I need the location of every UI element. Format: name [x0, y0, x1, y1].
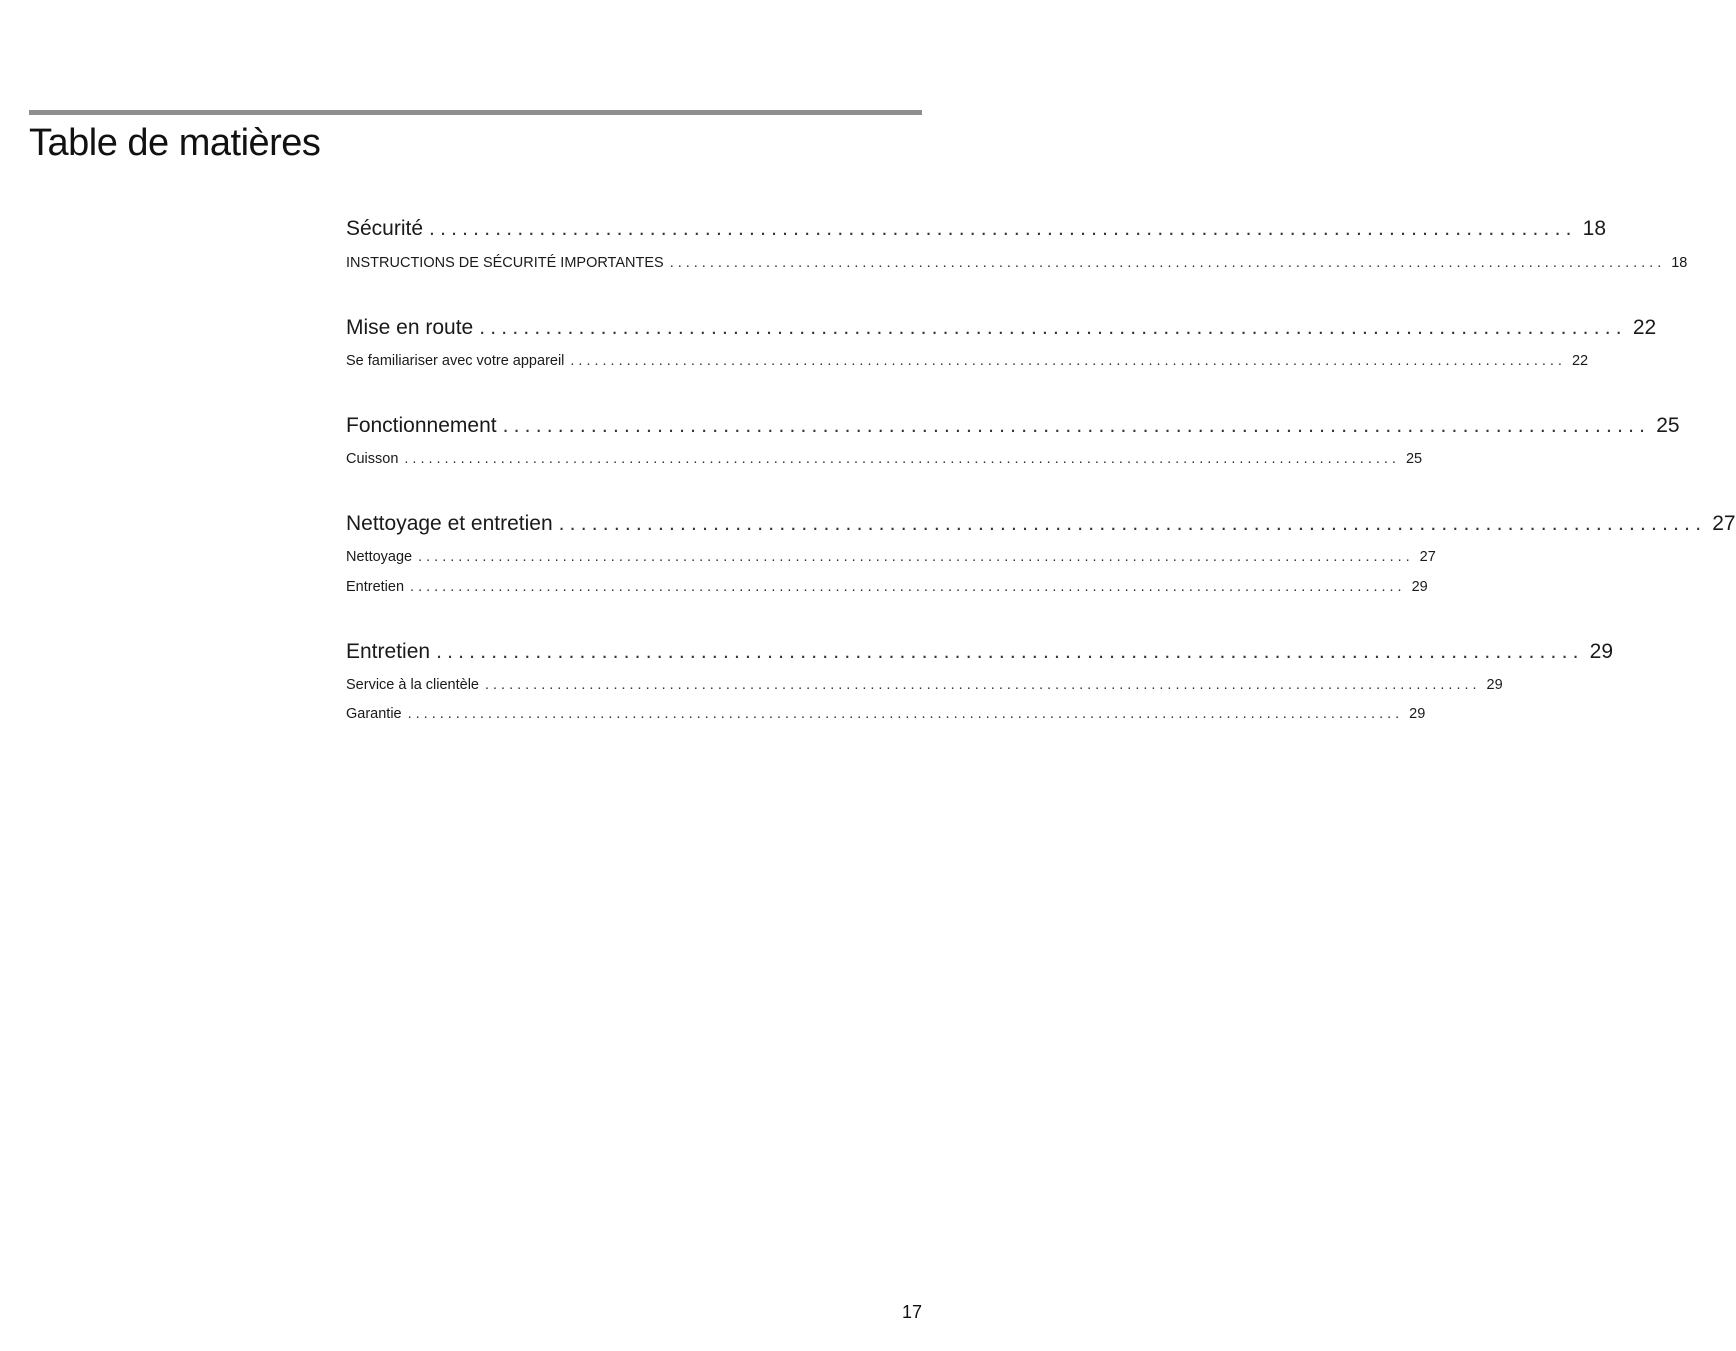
toc-section-title: Nettoyage et entretien — [346, 512, 553, 535]
dot-leader: ............................................................................................................................ — [485, 677, 1481, 693]
toc-entry-page: 29 — [1411, 579, 1428, 595]
toc-section-page: 22 — [1632, 316, 1657, 339]
toc-section[interactable] — [346, 638, 1614, 666]
toc-section-title: Mise en route — [346, 316, 474, 339]
toc-entry-page: 27 — [1419, 549, 1436, 565]
toc-entry[interactable] — [346, 547, 1436, 567]
dot-leader: ............................................................................................................................ — [410, 579, 1406, 595]
dot-leader: ........................................................................................................ — [502, 414, 1651, 437]
toc-entry-page: 29 — [1409, 706, 1426, 722]
toc-entry[interactable] — [346, 704, 1426, 724]
dot-leader: ........................................................................................................ — [558, 512, 1707, 535]
top-rule — [29, 110, 922, 115]
toc-section-title: Fonctionnement — [346, 414, 497, 437]
toc-section-title: Sécurité — [346, 217, 424, 240]
toc-section-page: 25 — [1656, 414, 1680, 437]
toc-entry-title: Entretien — [346, 579, 405, 595]
toc-entry[interactable] — [346, 351, 1589, 371]
toc-entry-title: Cuisson — [346, 451, 399, 467]
dot-leader: ........................................................................................................ — [429, 217, 1577, 240]
toc-entry-page: 22 — [1571, 353, 1589, 369]
toc-section-page: 27 — [1712, 512, 1736, 535]
toc-section-page: 29 — [1589, 640, 1614, 663]
dot-leader: ............................................................................................................................ — [669, 255, 1666, 271]
toc-section-page: 18 — [1582, 217, 1606, 240]
toc-entry-page: 18 — [1671, 255, 1688, 271]
dot-leader: ............................................................................................................................ — [407, 706, 1404, 722]
toc-entry-title: Se familiariser avec votre appareil — [346, 353, 565, 369]
toc-section[interactable] — [346, 314, 1657, 342]
toc-section[interactable] — [346, 215, 1606, 243]
dot-leader: ........................................................................................................ — [479, 316, 1627, 339]
toc-section[interactable] — [346, 510, 1736, 538]
toc-entry-title: Nettoyage — [346, 549, 413, 565]
toc-entry[interactable] — [346, 675, 1503, 695]
toc-section-title: Entretien — [346, 640, 431, 663]
toc-entry-title: Garantie — [346, 706, 402, 722]
toc-section[interactable] — [346, 412, 1680, 440]
page-title: Table de matières — [29, 122, 321, 164]
page-number: 17 — [901, 1302, 922, 1322]
toc-entry-title: Service à la clientèle — [346, 677, 479, 693]
toc-entry[interactable] — [346, 449, 1423, 469]
toc-entry-page: 29 — [1486, 677, 1503, 693]
dot-leader: ........................................................................................................ — [436, 640, 1584, 663]
dot-leader: ............................................................................................................................ — [418, 549, 1414, 565]
dot-leader: ............................................................................................................................ — [570, 353, 1566, 369]
toc-entry-title: INSTRUCTIONS DE SÉCURITÉ IMPORTANTES — [346, 255, 664, 271]
toc-entry[interactable] — [346, 253, 1688, 273]
dot-leader: ............................................................................................................................ — [404, 451, 1400, 467]
toc-entry-page: 25 — [1405, 451, 1423, 467]
toc-entry[interactable] — [346, 577, 1428, 597]
